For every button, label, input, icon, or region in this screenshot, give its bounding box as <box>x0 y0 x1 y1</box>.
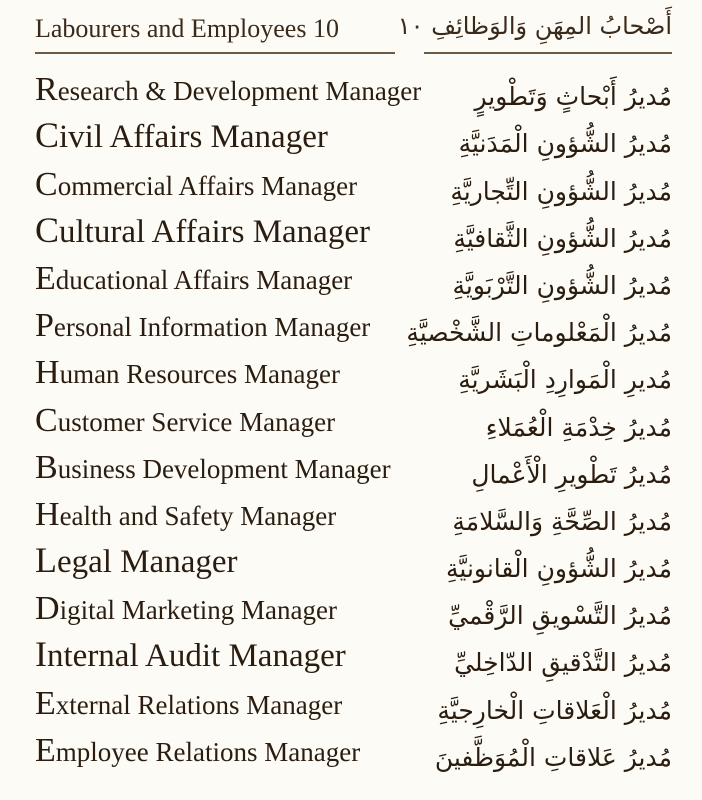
term-arabic: مُديرُ الْعَلاقاتِ الْخارِجيَّةِ <box>437 695 672 725</box>
term-arabic: مُديرُ الشُّؤونِ الْقانونيَّةِ <box>446 554 672 584</box>
term-english: Commercial Affairs Manager <box>35 165 358 203</box>
vocabulary-row <box>35 683 672 730</box>
vocabulary-row <box>35 259 672 306</box>
term-arabic: مُديرُ الشُّؤونِ الثَّقافيَّةِ <box>453 223 672 253</box>
term-arabic: مُديرُ أَبْحاثٍ وَتَطْويرٍ <box>474 82 672 112</box>
term-english: Health and Safety Manager <box>35 495 337 533</box>
term-english: Cultural Affairs Manager <box>35 209 370 250</box>
term-arabic: مُديرُ الصِّحَّةِ وَالسَّلامَةِ <box>452 506 672 536</box>
vocabulary-row <box>35 209 672 259</box>
term-arabic: مُديرُ التَّسْويقِ الرَّقْميِّ <box>448 601 672 631</box>
vocabulary-row <box>35 306 672 353</box>
vocabulary-row <box>35 117 672 164</box>
term-arabic: مُديرُ الشُّؤونِ التَّرْبَويَّةِ <box>452 270 672 300</box>
term-english: Human Resources Manager <box>35 354 340 392</box>
page-header <box>35 10 672 54</box>
vocabulary-row <box>35 448 672 495</box>
vocabulary-row <box>35 353 672 400</box>
term-english: Customer Service Manager <box>35 401 336 439</box>
term-english: Research & Development Manager <box>35 71 422 109</box>
term-english: Digital Marketing Manager <box>35 590 337 628</box>
vocabulary-row <box>35 164 672 211</box>
term-arabic: مُديرُ عَلاقاتِ الْمُوَظَّفينَ <box>434 742 672 772</box>
vocabulary-row <box>35 636 672 683</box>
term-english: External Relations Manager <box>35 684 343 722</box>
term-english: Educational Affairs Manager <box>35 259 353 297</box>
vocabulary-row <box>35 400 672 447</box>
vocabulary-row <box>35 495 672 542</box>
vocabulary-row <box>35 70 672 117</box>
term-arabic: مُديرُ الشُّؤونِ الْمَدَنيَّةِ <box>458 129 672 159</box>
term-english: Civil Affairs Manager <box>35 115 328 156</box>
term-english: Internal Audit Manager <box>35 634 346 675</box>
vocabulary-row <box>35 542 672 589</box>
vocabulary-row <box>35 589 672 636</box>
header-title-arabic: أَصْحابُ المِهَنِ وَالوَظائِفِ ١٠ <box>397 12 672 40</box>
term-english: Employee Relations Manager <box>35 731 361 769</box>
vocabulary-row <box>35 731 672 778</box>
term-arabic: مُديرُ الْمَعْلوماتِ الشَّخْصيَّةِ <box>406 318 672 348</box>
header-underline-english <box>35 52 395 54</box>
term-english: Business Development Manager <box>35 448 391 486</box>
term-arabic: مُديرُ خِدْمَةِ الْعُمَلاءِ <box>485 412 672 442</box>
term-arabic: مُديرِ الْمَوارِدِ الْبَشَريَّةِ <box>458 365 672 395</box>
term-arabic: مُديرُ التَّدْقيقِ الدّاخِليِّ <box>454 648 672 678</box>
header-title-english: Labourers and Employees 10 <box>35 14 339 43</box>
vocabulary-list <box>35 70 672 778</box>
term-english: Legal Manager <box>35 540 238 581</box>
term-english: Personal Information Manager <box>35 307 371 345</box>
header-underline-arabic <box>424 52 672 54</box>
term-arabic: مُديرُ تَطْويرِ الْأَعْمالِ <box>471 459 672 489</box>
term-arabic: مُديرُ الشُّؤونِ التِّجاريَّةِ <box>450 176 672 206</box>
